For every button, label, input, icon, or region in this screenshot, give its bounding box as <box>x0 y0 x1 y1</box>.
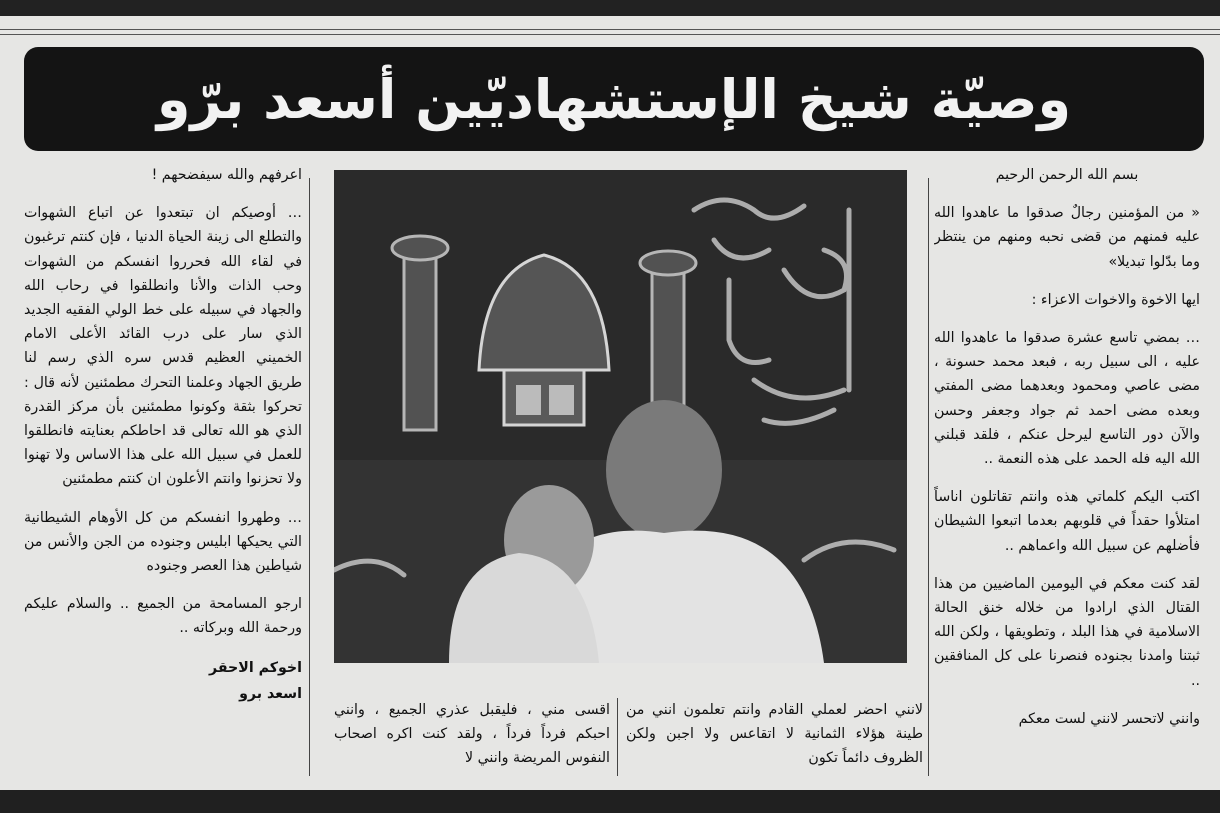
column-divider <box>309 178 310 776</box>
paragraph: ايها الاخوة والاخوات الاعزاء : <box>1031 291 1200 308</box>
paragraph: « من المؤمنين رجالٌ صدقوا ما عاهدوا الله عليه فمنهم من قضى نحبه ومنهم من ينتظر وما بدّلوا تبديلا» <box>934 205 1200 270</box>
top-rule-2 <box>0 34 1220 35</box>
bottom-dark-border <box>0 790 1220 813</box>
paragraph: اعرفهم والله سيفضحهم ! <box>151 167 302 183</box>
paragraph: … أوصيكم ان تبتعدوا عن اتباع الشهوات والتطلع الى زينة الحياة الدنيا ، فإن كنتم ترغبون في لقاء الله فحرروا انفسكم من الشهوات وحب الذات والأنا وانطلقوا في رحاب الله والجهاد في سبيله على خط الولي الفقيه الجديد الذي سار على درب القائد الأعلى الامام الخميني العظيم قدس سره الذي رسم لنا طريق الجهاد وعلمنا التحرك مطمئنين لأنه قال : تحركوا بثقة وكونوا مطمئنين بأن مركز القدرة الذي هو الله تعالى قد احاطكم بعنايته فانطلقوا للعمل في سبيل الله على هذا الاساس ولا تهنوا ولا تحزنوا وانتم الأعلون ان كنتم مطمئنين <box>24 205 302 488</box>
bottom-center-right-text <box>626 698 923 780</box>
right-column <box>934 163 1200 781</box>
column-divider <box>928 178 929 776</box>
top-dark-border <box>0 0 1220 16</box>
paragraph: ارجو المسامحة من الجميع .. والسلام عليكم ورحمة الله وبركاته .. <box>24 596 302 637</box>
signature-name: اسعد برو <box>239 685 302 702</box>
paragraph: … بمضي تاسع عشرة صدقوا ما عاهدوا الله عليه ، الى سبيل ربه ، فبعد محمد حسونة ، مضى عاصي ومحمود وبعدهما مضى المفتي وبعده مضى احمد ثم جواد وجعفر وحسن والآن دور التاسع ليرحل عنكم ، فلقد قبلني الله اليه فله الحمد على هذه النعمة .. <box>934 330 1200 468</box>
photo-illustration <box>334 170 907 663</box>
left-column <box>24 163 302 781</box>
paragraph: لانني احضر لعملي القادم وانتم تعلمون انني من طينة هؤلاء الثمانية لا اتقاعس ولا اجبن ولكن الظروف دائماً تكون <box>626 702 923 767</box>
paragraph: … وطهروا انفسكم من كل الأوهام الشيطانية التي يحيكها ابليس وجنوده من الجن والأنس من شياطين هذا العصر وجنوده <box>24 509 302 575</box>
article-headline: وصيّة شيخ الإستشهاديّين أسعد برّو <box>24 47 1204 151</box>
paragraph: اكتب اليكم كلماتي هذه وانتم تقاتلون اناساً امتلأوا حقداً في قلوبهم بعدما اتبعوا الشيطان فأضلهم عن سبيل الله واعماهم .. <box>934 489 1200 554</box>
paragraph: اقسى مني ، فليقبل عذري الجميع ، وانني احبكم فرداً فرداً ، ولقد كنت اكره اصحاب النفوس المريضة وانني لا <box>334 702 610 767</box>
martyr-photo <box>334 170 907 663</box>
paragraph: وانني لاتحسر لانني لست معكم <box>1018 710 1200 727</box>
paragraph: لقد كنت معكم في اليومين الماضيين من هذا القتال الذي ارادوا من خلاله خنق الحالة الاسلامية في هذا البلد ، وتطويقها ، ولكن الله ثبتنا وامدنا بجنوده فنصرنا على كل المنافقين .. <box>934 575 1200 689</box>
top-rule <box>0 29 1220 30</box>
basmala: بسم الله الرحمن الرحيم <box>995 167 1139 183</box>
column-divider <box>617 698 618 776</box>
bottom-center-left-text <box>334 698 610 780</box>
signature-line: اخوكم الاحقر <box>209 659 302 676</box>
